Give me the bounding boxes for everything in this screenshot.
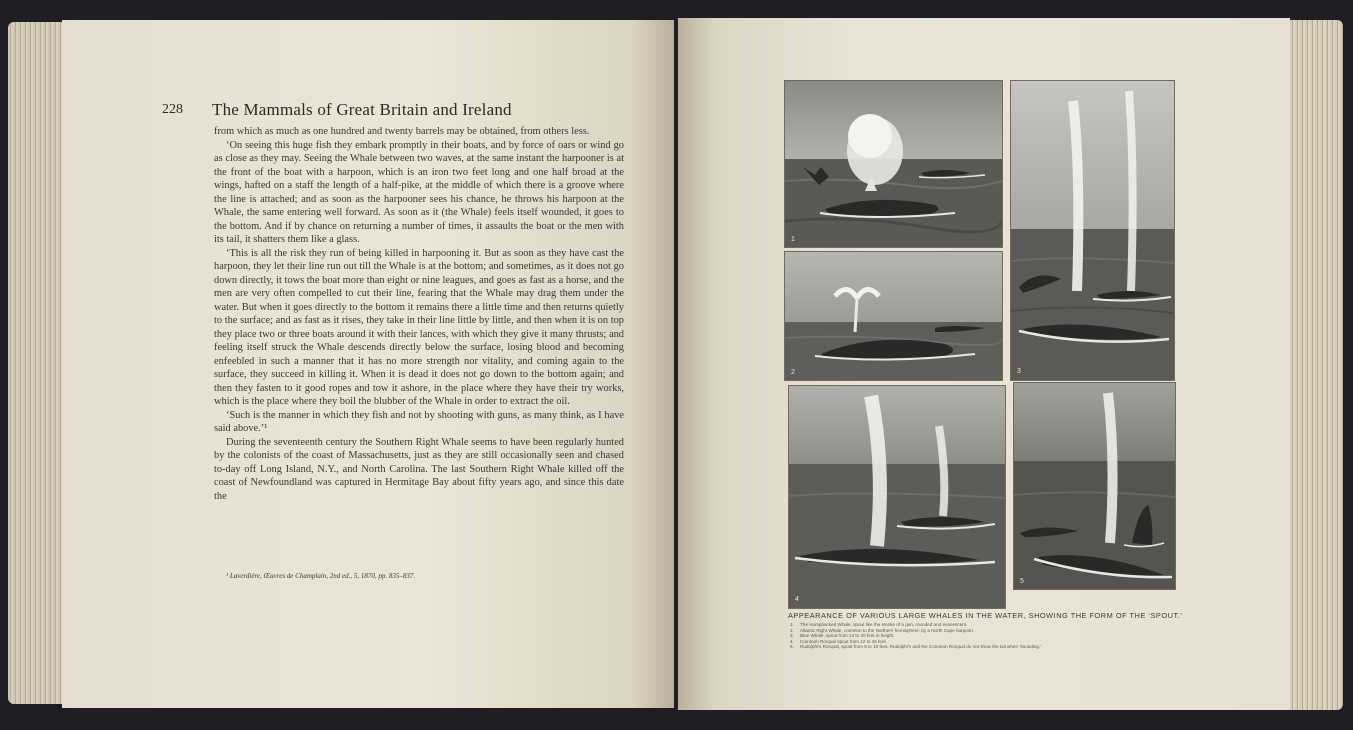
whale-illustration-3	[1010, 80, 1175, 381]
whale-illustration-1	[784, 80, 1003, 248]
paragraph: from which as much as one hundred and twenty barrels may be obtained, from others less.	[214, 126, 590, 137]
page-header	[162, 102, 622, 124]
right-page-edges	[1285, 20, 1343, 710]
caption-item: 4. Common Rorqual spout from 12 to 15 feet.	[790, 638, 888, 644]
caption-item: 1. The Humpbacked Whale, spout like the smoke of a gun, rounded and evanescent.	[790, 622, 968, 627]
whale-illustration-5	[1013, 382, 1176, 590]
body-text	[214, 125, 624, 503]
plate-caption-title: APPEARANCE OF VARIOUS LARGE WHALES IN THE WATER, SHOWING THE FORM OF THE ‘SPOUT.’	[788, 611, 1183, 620]
page-number: 228	[162, 102, 183, 117]
paragraph: ‘On seeing this huge fish they embark promptly in their boats, and by force of oars or wind go as close as they may. Seeing the Whale between two waves, at the same instant the harpooner is at the front of the boat with a harpoon, which is an iron two feet long and one half broad at the wings, hafted on a staff the length of a half-pike, at the middle of which there is a groove where the line is attached; and as soon as the harpooner sees his chance, he throws his harpoon at the Whale, the same entering well forward. As soon as it (the Whale) feels itself wounded, it goes to the bottom. And if by chance on returning a number of times, it assaults the boat or the men with its tail, it shatters them like a glass.	[214, 139, 624, 245]
figure-number: 2	[791, 369, 795, 376]
figure-number: 3	[1017, 368, 1021, 375]
footnote: ¹ Laverdière, Œuvres de Champlain, 2nd ed., 5, 1870, pp. 835–837.	[226, 572, 416, 580]
whale-illustration-4	[788, 385, 1006, 609]
figure-number: 4	[795, 596, 799, 603]
whale-illustration-2	[784, 251, 1003, 381]
running-title: The Mammals of Great Britain and Ireland	[212, 100, 512, 119]
figure-number: 1	[791, 236, 795, 243]
paragraph: ‘This is all the risk they run of being killed in harpooning it. But as soon as they have cast the harpoon, they let their line run out till the Whale is at the bottom; and sometimes, as it does not go down directly, it tows the boat more than eight or nine leagues, and goes as fast as a horse, and the men are very often compelled to cut their line, fearing that the Whale may drag them under the water. But when it goes directly to the bottom it remains there a little time and then returns quietly to the surface; and as fast as it rises, they take in their line little by little, and then when it is on top they place two or three boats around it with their lances, with which they give it many thrusts; and feeling itself struck the Whale descends directly below the surface, losing blood and becoming enfeebled in such a manner that it has no more strength nor vitality, and coming again to the surface, they succeed in killing it. When it is dead it does not go down to the bottom again; and then they fasten to it good ropes and tow it ashore, in the place where they have their try works, which is the place where they boil the blubber of the Whale in order to extract the oil.	[214, 247, 624, 407]
left-page-edges	[8, 22, 68, 704]
paragraph: ‘Such is the manner in which they fish and not by shooting with guns, as many think, as I have said above.’¹	[214, 409, 624, 434]
caption-item: 3. Blue Whale, spout from 14 to 20 feet in height.	[790, 633, 895, 639]
figure-number: 5	[1020, 578, 1024, 585]
caption-item: 5. Rudolphi's Rorqual, spout from 8 to 10 feet. Rudolphi's and the Common Rorqual do not show the tail when ‘sounding.’	[790, 644, 1042, 650]
caption-item: 2. Atlantic Right Whale, common to the Northern hemisphere; by a North Cape harpoon.	[790, 627, 975, 633]
plate-caption-list	[790, 622, 1210, 650]
paragraph: During the seventeenth century the Southern Right Whale seems to have been regularly hunted by the colonists of the coast of Massachusetts, just as they are still occasionally seen and chased to-day off Long Island, N.Y., and North Carolina. The last Southern Right Whale killed off the coast of Newfoundland was captured in Hermitage Bay about fifty years ago, and since this date the	[214, 436, 624, 502]
